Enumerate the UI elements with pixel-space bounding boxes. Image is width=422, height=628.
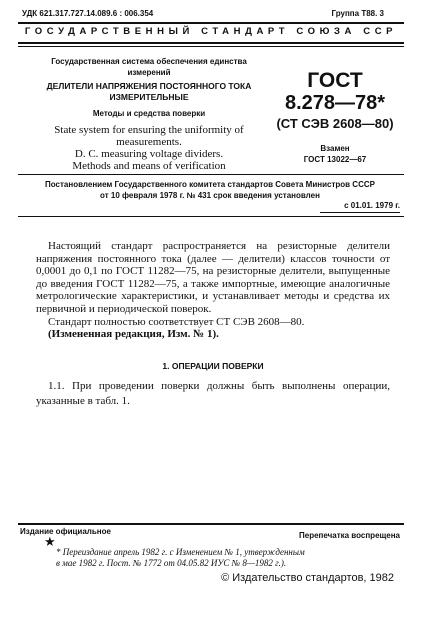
conformity-paragraph: Стандарт полностью соответствует СТ СЭВ 2608—80. xyxy=(48,315,305,328)
system-line-1: Государственная система обеспечения единства xyxy=(51,57,247,66)
top-rule-thick xyxy=(18,22,404,24)
clause-1-1: 1.1. При проведении поверки должны быть выполнены операции, указанные в табл. 1. xyxy=(36,380,390,407)
reprint-prohibited-label: Перепечатка воспрещена xyxy=(299,531,400,540)
system-line-2: измерений xyxy=(127,68,171,77)
copyright-line: © Издательство стандартов, 1982 xyxy=(221,572,394,584)
change-note: (Измененная редакция, Изм. № 1). xyxy=(48,328,219,341)
top-rule-double-2 xyxy=(18,46,404,47)
effective-date-underline xyxy=(320,212,400,213)
decree-rule xyxy=(18,174,404,175)
english-line-3: D. C. measuring voltage dividers. xyxy=(74,148,224,160)
udk-code: УДК 621.317.727.14.089.6 : 006.354 xyxy=(22,9,154,18)
intro-paragraph: Настоящий стандарт распространяется на резисторные делители напряжения постоянного тока (далее — делители) классов точности от 0,0001 до 0,1 по ГОСТ 11282—75, на резисторные делители, выпущенные до введения ГОСТ 11282—75, а также импортные, имеющие аналогичные метрологические характеристики, и устанавливает методы и средства их первичной и периодической поверок. xyxy=(36,240,390,315)
title-line-1: ДЕЛИТЕЛИ НАПРЯЖЕНИЯ ПОСТОЯННОГО ТОКА xyxy=(46,81,252,91)
official-edition-label: Издание официальное xyxy=(20,527,111,536)
title-line-2: ИЗМЕРИТЕЛЬНЫЕ xyxy=(109,92,189,102)
footer-rule xyxy=(18,523,404,525)
standard-title: ГОСУДАРСТВЕННЫЙ СТАНДАРТ СОЮЗА ССР xyxy=(24,26,398,37)
top-rule-double-1 xyxy=(18,42,404,44)
decree-line-1: Постановлением Государственного комитета стандартов Совета Министров СССР xyxy=(45,180,375,189)
reissue-line-2: в мае 1982 г. Пост. № 1772 от 04.05.82 ИУС № 8—1982 г.). xyxy=(56,558,287,568)
reissue-line-1: * Переиздание апрель 1982 г. с Изменением № 1, утвержденным xyxy=(56,547,305,557)
reissue-note xyxy=(56,547,305,569)
gost-number: 8.278—78* xyxy=(284,92,386,114)
standard-subject-block xyxy=(18,56,280,172)
section-1-text xyxy=(36,379,390,408)
instead-label: Взамен xyxy=(320,144,350,153)
decree-bottom-rule xyxy=(18,216,404,217)
group-code: Группа Т88. 3 xyxy=(331,9,384,18)
decree-text xyxy=(20,179,400,201)
english-line-4: Methods and means of verification xyxy=(72,160,226,172)
methods-line: Методы и средства поверки xyxy=(92,109,206,118)
effective-date: с 01.01. 1979 г. xyxy=(344,201,400,210)
introduction-text xyxy=(36,240,390,341)
decree-line-2: от 10 февраля 1978 г. № 431 срок введения установлен xyxy=(100,191,320,200)
st-sev-number: (СТ СЭВ 2608—80) xyxy=(276,116,394,131)
star-icon: ★ xyxy=(44,534,56,549)
gost-label: ГОСТ xyxy=(307,69,363,92)
section-1-heading: 1. ОПЕРАЦИИ ПОВЕРКИ xyxy=(162,361,264,371)
instead-value: ГОСТ 13022—67 xyxy=(303,155,367,164)
english-line-1: State system for ensuring the uniformity of xyxy=(54,124,244,136)
gost-designation-block xyxy=(270,70,400,164)
english-line-2: measurements. xyxy=(116,136,182,148)
